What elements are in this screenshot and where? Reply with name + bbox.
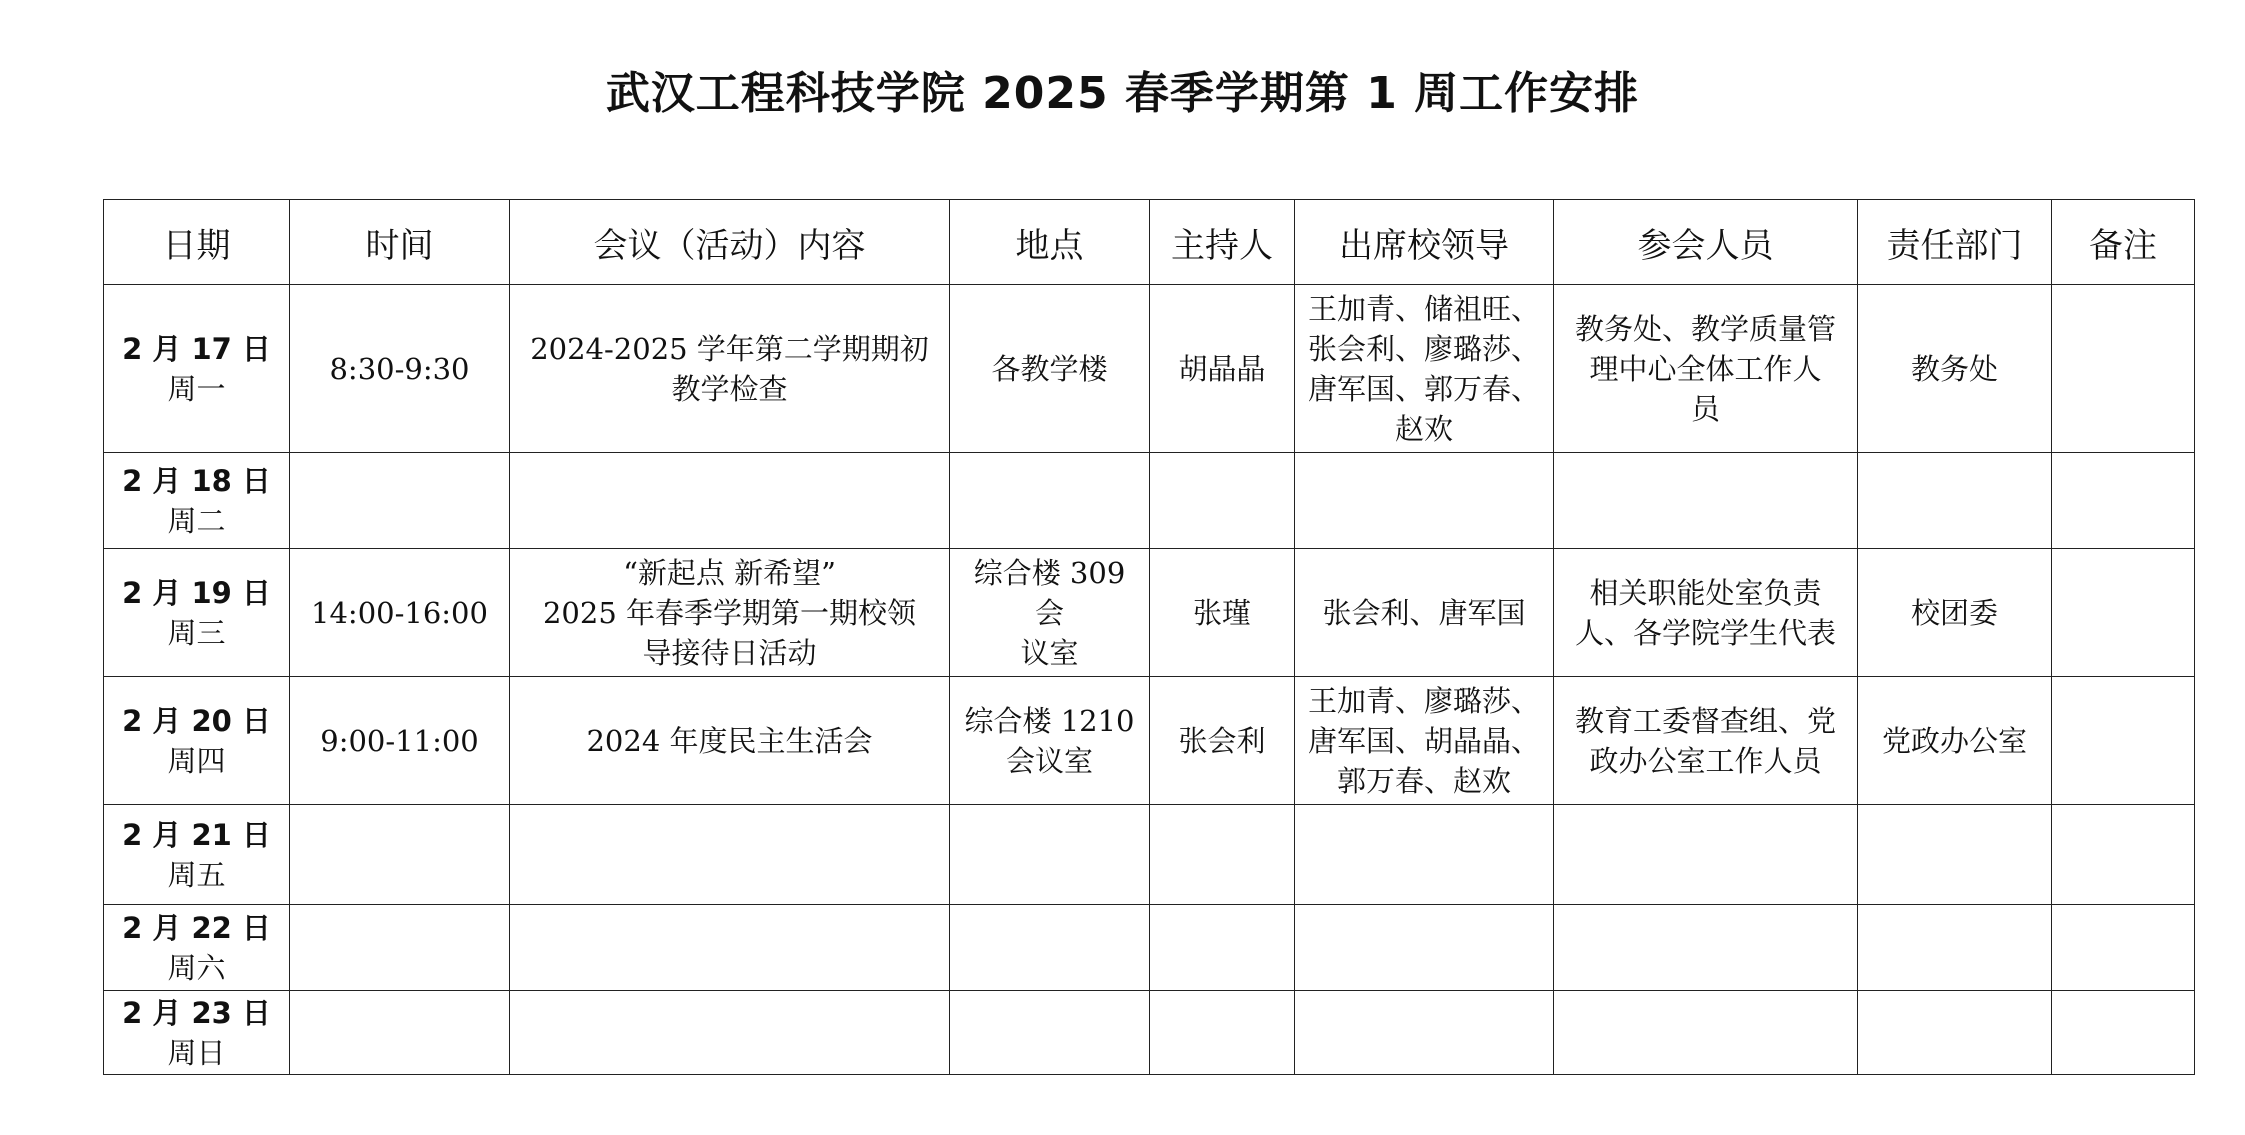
table-row (104, 285, 2195, 453)
table-row (104, 991, 2195, 1075)
cell-location (950, 991, 1150, 1075)
cell-date (104, 285, 290, 453)
cell-department (1858, 805, 2052, 905)
cell-host (1150, 905, 1295, 991)
cell-attendees (1554, 549, 1858, 677)
cell-content (510, 453, 950, 549)
cell-attendees-line: 教务处、教学质量管 (1574, 311, 1836, 346)
page-title: 武汉工程科技学院 2025 春季学期第 1 周工作安排 (605, 68, 1640, 119)
date-text: 2 月 22 日 (122, 910, 271, 945)
cell-host: 胡晶晶 (1150, 285, 1295, 453)
cell-date (104, 805, 290, 905)
cell-date (104, 677, 290, 805)
cell-leaders-line: 王加青、廖璐莎、 (1307, 683, 1540, 718)
cell-attendees (1554, 991, 1858, 1075)
weekday-text: 周日 (167, 1035, 226, 1070)
cell-leaders-line: 唐军国、胡晶晶、 (1307, 723, 1540, 758)
cell-leaders-line: 张会利、唐军国 (1322, 595, 1526, 630)
header-department: 责任部门 (1858, 200, 2052, 285)
cell-remarks (2052, 549, 2195, 677)
cell-location (950, 549, 1150, 677)
cell-attendees (1554, 453, 1858, 549)
cell-department (1858, 905, 2052, 991)
cell-content-line: 教学检查 (671, 371, 788, 406)
cell-location-line: 各教学楼 (991, 351, 1108, 386)
cell-department (1858, 991, 2052, 1075)
header-leaders: 出席校领导 (1295, 200, 1554, 285)
cell-leaders-line: 王加青、储祖旺、 (1307, 291, 1540, 326)
cell-attendees-line: 教育工委督查组、党 (1574, 703, 1836, 738)
cell-content (510, 905, 950, 991)
cell-department: 校团委 (1858, 549, 2052, 677)
header-date: 日期 (104, 200, 290, 285)
date-text: 2 月 23 日 (122, 995, 271, 1030)
date-text: 2 月 19 日 (122, 575, 271, 610)
cell-leaders-line: 唐军国、郭万春、 (1307, 371, 1540, 406)
cell-remarks (2052, 905, 2195, 991)
cell-content-line: 2024-2025 学年第二学期期初 (530, 331, 929, 366)
cell-host (1150, 453, 1295, 549)
header-remarks: 备注 (2052, 200, 2195, 285)
weekday-text: 周一 (167, 371, 226, 406)
cell-content-line: 导接待日活动 (642, 635, 817, 670)
cell-host (1150, 991, 1295, 1075)
weekday-text: 周三 (167, 615, 226, 650)
cell-attendees (1554, 285, 1858, 453)
cell-content (510, 991, 950, 1075)
cell-attendees-line: 人、各学院学生代表 (1574, 615, 1836, 650)
table-row (104, 805, 2195, 905)
table-row (104, 453, 2195, 549)
cell-time (290, 991, 510, 1075)
cell-date (104, 453, 290, 549)
cell-location-line: 综合楼 1210 (964, 703, 1135, 738)
weekday-text: 周五 (167, 857, 226, 892)
cell-leaders-line: 郭万春、赵欢 (1336, 763, 1511, 798)
cell-date (104, 991, 290, 1075)
cell-leaders (1295, 285, 1554, 453)
table-row (104, 677, 2195, 805)
cell-content (510, 677, 950, 805)
cell-attendees (1554, 905, 1858, 991)
cell-location (950, 905, 1150, 991)
cell-leaders (1295, 453, 1554, 549)
cell-host (1150, 805, 1295, 905)
header-row (104, 200, 2195, 285)
weekday-text: 周四 (167, 743, 226, 778)
cell-time (290, 453, 510, 549)
cell-remarks (2052, 453, 2195, 549)
header-attendees: 参会人员 (1554, 200, 1858, 285)
cell-leaders (1295, 677, 1554, 805)
cell-attendees-line: 相关职能处室负责 (1589, 575, 1822, 610)
cell-leaders (1295, 549, 1554, 677)
cell-host: 张会利 (1150, 677, 1295, 805)
cell-attendees (1554, 805, 1858, 905)
date-text: 2 月 20 日 (122, 703, 271, 738)
header-content: 会议（活动）内容 (510, 200, 950, 285)
cell-time: 9:00-11:00 (290, 677, 510, 805)
cell-leaders (1295, 991, 1554, 1075)
date-text: 2 月 17 日 (122, 331, 271, 366)
date-text: 2 月 21 日 (122, 817, 271, 852)
cell-department: 教务处 (1858, 285, 2052, 453)
cell-department: 党政办公室 (1858, 677, 2052, 805)
date-text: 2 月 18 日 (122, 463, 271, 498)
cell-attendees-line: 政办公室工作人员 (1589, 743, 1822, 778)
cell-location (950, 805, 1150, 905)
cell-time: 14:00-16:00 (290, 549, 510, 677)
cell-content-line: 2025 年春季学期第一期校领 (542, 595, 917, 630)
cell-attendees-line: 员 (1690, 391, 1720, 426)
cell-location (950, 285, 1150, 453)
cell-leaders-line: 张会利、廖璐莎、 (1307, 331, 1540, 366)
header-time: 时间 (290, 200, 510, 285)
cell-location (950, 677, 1150, 805)
cell-date (104, 905, 290, 991)
cell-attendees-line: 理中心全体工作人 (1589, 351, 1822, 386)
schedule-table (103, 199, 2195, 1075)
cell-location-line: 会议室 (1005, 743, 1093, 778)
cell-location-line: 综合楼 309 会 (973, 555, 1126, 630)
cell-time: 8:30-9:30 (290, 285, 510, 453)
table-row (104, 905, 2195, 991)
cell-location-line: 议室 (1020, 635, 1079, 670)
cell-leaders (1295, 805, 1554, 905)
cell-time (290, 905, 510, 991)
weekday-text: 周六 (167, 950, 226, 985)
cell-remarks (2052, 677, 2195, 805)
cell-content-line: 2024 年度民主生活会 (586, 723, 873, 758)
cell-time (290, 805, 510, 905)
cell-leaders (1295, 905, 1554, 991)
header-host: 主持人 (1150, 200, 1295, 285)
cell-host: 张瑾 (1150, 549, 1295, 677)
cell-remarks (2052, 285, 2195, 453)
weekday-text: 周二 (167, 503, 226, 538)
cell-leaders-line: 赵欢 (1394, 411, 1453, 446)
cell-date (104, 549, 290, 677)
cell-content-line: “新起点 新希望” (623, 555, 836, 590)
cell-remarks (2052, 805, 2195, 905)
cell-content (510, 285, 950, 453)
cell-content (510, 549, 950, 677)
cell-attendees (1554, 677, 1858, 805)
cell-content (510, 805, 950, 905)
table-row (104, 549, 2195, 677)
cell-location (950, 453, 1150, 549)
cell-department (1858, 453, 2052, 549)
schedule-body (104, 285, 2195, 1075)
header-location: 地点 (950, 200, 1150, 285)
cell-remarks (2052, 991, 2195, 1075)
